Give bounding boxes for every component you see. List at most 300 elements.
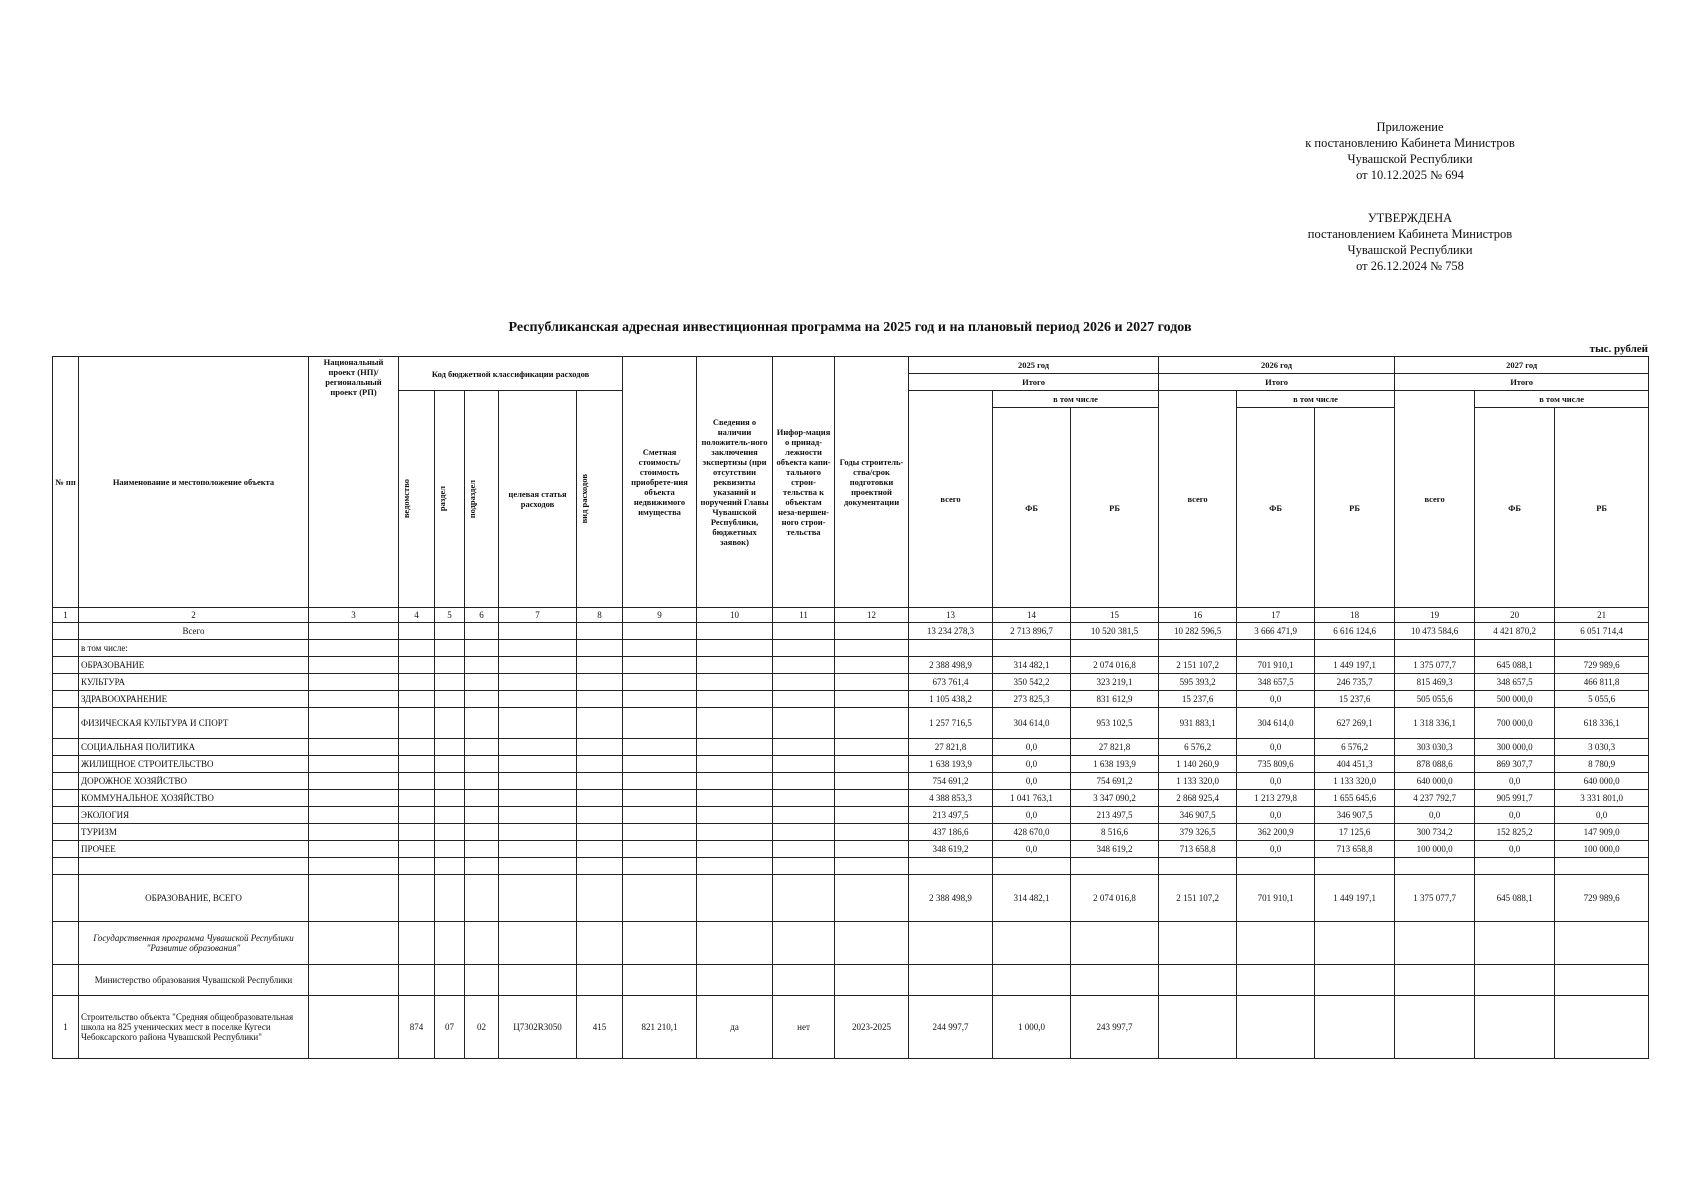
col-number: 17 [1237, 608, 1315, 623]
amount-cell: 303 030,3 [1395, 739, 1475, 756]
amount-cell: 404 451,3 [1315, 756, 1395, 773]
header-fb-2026: ФБ [1237, 408, 1315, 608]
amount-cell: 1 140 260,9 [1159, 756, 1237, 773]
amount-cell: 500 000,0 [1475, 691, 1555, 708]
empty-cell [465, 922, 499, 965]
empty-cell [435, 922, 465, 965]
amount-cell: 1 449 197,1 [1315, 657, 1395, 674]
col-number: 9 [623, 608, 697, 623]
sector-name: СОЦИАЛЬНАЯ ПОЛИТИКА [79, 739, 309, 756]
sector-name: ПРОЧЕЕ [79, 841, 309, 858]
empty-cell [499, 657, 577, 674]
empty-cell [773, 875, 835, 922]
empty-cell [53, 790, 79, 807]
empty-cell [835, 875, 909, 922]
amount-cell: 1 375 077,7 [1395, 657, 1475, 674]
empty-cell [53, 691, 79, 708]
empty-cell [53, 756, 79, 773]
empty-cell [399, 739, 435, 756]
empty-cell [697, 965, 773, 996]
amount-cell: 931 883,1 [1159, 708, 1237, 739]
empty-cell [53, 922, 79, 965]
header-project: Национальный проект (НП)/ региональный проект (РП) [309, 357, 399, 608]
header-celevaya: целевая статья расходов [499, 391, 577, 608]
amount-cell: 700 000,0 [1475, 708, 1555, 739]
empty-cell [1475, 922, 1555, 965]
sector-name: ЭКОЛОГИЯ [79, 807, 309, 824]
amount-cell: 0,0 [1237, 739, 1315, 756]
sector-row [53, 790, 1649, 807]
approved-line: постановлением Кабинета Министров [1307, 227, 1513, 241]
amount-cell: 1 133 320,0 [1315, 773, 1395, 790]
empty-cell [465, 691, 499, 708]
empty-cell [1159, 922, 1237, 965]
empty-cell [399, 790, 435, 807]
amount-cell: 4 237 792,7 [1395, 790, 1475, 807]
empty-cell [499, 623, 577, 640]
empty-cell [399, 640, 435, 657]
empty-cell [399, 965, 435, 996]
empty-cell [309, 922, 399, 965]
amount-cell: 1 449 197,1 [1315, 875, 1395, 922]
amount-cell: 2 074 016,8 [1071, 657, 1159, 674]
education-total-label: ОБРАЗОВАНИЕ, ВСЕГО [79, 875, 309, 922]
header-itogo-2027: Итого [1395, 374, 1649, 391]
amount-cell: 878 088,6 [1395, 756, 1475, 773]
amount-cell: 673 761,4 [909, 674, 993, 691]
empty-cell [623, 824, 697, 841]
col-number: 14 [993, 608, 1071, 623]
amount-cell: 0,0 [1475, 841, 1555, 858]
amount-cell: 1 133 320,0 [1159, 773, 1237, 790]
amount-cell: 244 997,7 [909, 996, 993, 1059]
amount-cell: 15 237,6 [1159, 691, 1237, 708]
empty-cell [465, 790, 499, 807]
empty-cell [835, 824, 909, 841]
sector-row [53, 674, 1649, 691]
empty-cell [773, 756, 835, 773]
empty-cell [697, 623, 773, 640]
investment-program-table [52, 356, 1649, 1059]
col-number: 4 [399, 608, 435, 623]
appendix-line: Чувашской Республики [1347, 152, 1473, 166]
empty-cell [835, 841, 909, 858]
empty-cell [835, 756, 909, 773]
amount-cell: 729 989,6 [1555, 657, 1649, 674]
empty-cell [465, 875, 499, 922]
empty-cell [499, 858, 577, 875]
empty-cell [435, 623, 465, 640]
empty-cell [773, 922, 835, 965]
empty-cell [623, 875, 697, 922]
empty-cell [773, 623, 835, 640]
amount-cell: 0,0 [1475, 807, 1555, 824]
empty-cell [835, 773, 909, 790]
empty-cell [697, 691, 773, 708]
empty-cell [577, 858, 623, 875]
amount-cell: 3 030,3 [1555, 739, 1649, 756]
empty-cell [1071, 965, 1159, 996]
empty-cell [1237, 922, 1315, 965]
header-vid [577, 391, 623, 608]
empty-cell [465, 657, 499, 674]
object-name: Строительство объекта "Средняя общеобразовательная школа на 825 ученических мест в поселке Кугеси Чебоксарского района Чувашской Республики" [79, 996, 309, 1059]
amount-cell: 735 809,6 [1237, 756, 1315, 773]
appendix-block [1290, 119, 1530, 183]
empty-cell [499, 824, 577, 841]
object-info: нет [773, 996, 835, 1059]
amount-cell: 701 910,1 [1237, 875, 1315, 922]
empty-cell [993, 858, 1071, 875]
empty-cell [53, 824, 79, 841]
amount-cell: 300 734,2 [1395, 824, 1475, 841]
empty-cell [499, 739, 577, 756]
sector-name: ЗДРАВООХРАНЕНИЕ [79, 691, 309, 708]
amount-cell: 0,0 [1237, 691, 1315, 708]
empty-cell [465, 807, 499, 824]
empty-cell [309, 965, 399, 996]
empty-cell [53, 739, 79, 756]
empty-cell [773, 657, 835, 674]
empty-cell [465, 674, 499, 691]
amount-cell: 645 088,1 [1475, 875, 1555, 922]
amount-cell: 10 473 584,6 [1395, 623, 1475, 640]
amount-cell: 2 074 016,8 [1071, 875, 1159, 922]
empty-cell [309, 875, 399, 922]
empty-cell [1071, 858, 1159, 875]
amount-cell: 314 482,1 [993, 657, 1071, 674]
empty-cell [623, 922, 697, 965]
amount-cell: 905 991,7 [1475, 790, 1555, 807]
amount-cell: 304 614,0 [1237, 708, 1315, 739]
object-vedomstvo: 874 [399, 996, 435, 1059]
header-incl-2026: в том числе [1237, 391, 1395, 408]
empty-cell [1475, 640, 1555, 657]
amount-cell: 645 088,1 [1475, 657, 1555, 674]
amount-cell: 627 269,1 [1315, 708, 1395, 739]
empty-cell [623, 790, 697, 807]
empty-cell [835, 858, 909, 875]
amount-cell: 314 482,1 [993, 875, 1071, 922]
ministry-name: Министерство образования Чувашской Республики [79, 965, 309, 996]
empty-cell [697, 790, 773, 807]
empty-cell [309, 773, 399, 790]
amount-cell: 1 638 193,9 [1071, 756, 1159, 773]
header-npp: № пп [53, 357, 79, 608]
empty-cell [1159, 965, 1237, 996]
approved-date: от 26.12.2024 № 758 [1356, 259, 1464, 273]
amount-cell: 2 713 896,7 [993, 623, 1071, 640]
amount-cell: 595 393,2 [1159, 674, 1237, 691]
empty-cell [53, 657, 79, 674]
empty-cell [309, 824, 399, 841]
empty-cell [577, 756, 623, 773]
empty-cell [435, 875, 465, 922]
empty-cell [1315, 640, 1395, 657]
empty-cell [435, 858, 465, 875]
amount-cell [1395, 996, 1475, 1059]
object-razdel: 07 [435, 996, 465, 1059]
empty-cell [435, 640, 465, 657]
header-itogo-2026: Итого [1159, 374, 1395, 391]
col-number: 12 [835, 608, 909, 623]
empty-cell [499, 841, 577, 858]
empty-cell [309, 807, 399, 824]
empty-cell [309, 739, 399, 756]
amount-cell: 1 375 077,7 [1395, 875, 1475, 922]
col-number: 10 [697, 608, 773, 623]
empty-cell [465, 708, 499, 739]
empty-cell [465, 640, 499, 657]
empty-cell [577, 657, 623, 674]
sector-row [53, 708, 1649, 739]
amount-cell: 953 102,5 [1071, 708, 1159, 739]
amount-cell: 505 055,6 [1395, 691, 1475, 708]
spacer-row [53, 858, 1649, 875]
empty-cell [773, 841, 835, 858]
header-year-2025: 2025 год [909, 357, 1159, 374]
amount-cell [1237, 996, 1315, 1059]
empty-cell [623, 841, 697, 858]
empty-cell [399, 623, 435, 640]
amount-cell: 0,0 [993, 739, 1071, 756]
empty-cell [53, 858, 79, 875]
amount-cell: 4 421 870,2 [1475, 623, 1555, 640]
empty-cell [993, 922, 1071, 965]
col-number: 8 [577, 608, 623, 623]
empty-cell [465, 965, 499, 996]
empty-cell [435, 824, 465, 841]
amount-cell: 2 151 107,2 [1159, 657, 1237, 674]
empty-cell [435, 773, 465, 790]
header-incl-2027: в том числе [1475, 391, 1649, 408]
amount-cell: 2 388 498,9 [909, 657, 993, 674]
empty-cell [399, 756, 435, 773]
header-gody: Годы строитель-ства/срок подготовки проектной документации [835, 357, 909, 608]
amount-cell [1159, 996, 1237, 1059]
empty-cell [1159, 640, 1237, 657]
empty-cell [465, 739, 499, 756]
amount-cell: 348 619,2 [909, 841, 993, 858]
empty-cell [399, 674, 435, 691]
empty-cell [697, 640, 773, 657]
empty-cell [993, 640, 1071, 657]
empty-cell [909, 640, 993, 657]
empty-cell [909, 922, 993, 965]
empty-cell [1315, 922, 1395, 965]
empty-cell [835, 691, 909, 708]
empty-cell [399, 657, 435, 674]
amount-cell: 1 655 645,6 [1315, 790, 1395, 807]
empty-cell [499, 922, 577, 965]
object-project [309, 996, 399, 1059]
empty-cell [773, 965, 835, 996]
amount-cell: 1 000,0 [993, 996, 1071, 1059]
empty-cell [1315, 965, 1395, 996]
empty-cell [773, 790, 835, 807]
amount-cell: 2 151 107,2 [1159, 875, 1237, 922]
empty-cell [697, 739, 773, 756]
appendix-line: к постановлению Кабинета Министров [1305, 136, 1515, 150]
empty-cell [773, 739, 835, 756]
amount-cell: 8 516,6 [1071, 824, 1159, 841]
empty-cell [53, 640, 79, 657]
col-number: 19 [1395, 608, 1475, 623]
empty-cell [309, 790, 399, 807]
empty-cell [435, 739, 465, 756]
empty-cell [1159, 858, 1237, 875]
amount-cell: 831 612,9 [1071, 691, 1159, 708]
header-vsego-2025: всего [909, 391, 993, 608]
empty-cell [773, 691, 835, 708]
amount-cell: 6 051 714,4 [1555, 623, 1649, 640]
empty-cell [577, 922, 623, 965]
education-total-row [53, 875, 1649, 922]
empty-cell [835, 640, 909, 657]
empty-cell [577, 841, 623, 858]
empty-cell [53, 841, 79, 858]
empty-cell [577, 739, 623, 756]
col-number: 11 [773, 608, 835, 623]
empty-cell [1071, 922, 1159, 965]
header-info: Инфор-мация о принад-лежности объекта капи-тального строи-тельства к объектам неза-вершен-ного строи-тельства [773, 357, 835, 608]
empty-cell [835, 708, 909, 739]
header-kbk: Код бюджетной классификации расходов [399, 357, 623, 391]
amount-cell: 100 000,0 [1395, 841, 1475, 858]
header-year-2026: 2026 год [1159, 357, 1395, 374]
object-vid: 415 [577, 996, 623, 1059]
program-name: Государственная программа Чувашской Республики "Развитие образования" [79, 922, 309, 965]
empty-cell [623, 756, 697, 773]
empty-cell [1237, 858, 1315, 875]
empty-cell [53, 708, 79, 739]
empty-cell [623, 965, 697, 996]
empty-cell [577, 790, 623, 807]
empty-cell [499, 674, 577, 691]
sector-row [53, 841, 1649, 858]
empty-cell [1395, 965, 1475, 996]
amount-cell: 0,0 [993, 841, 1071, 858]
amount-cell: 10 520 381,5 [1071, 623, 1159, 640]
amount-cell: 6 576,2 [1315, 739, 1395, 756]
amount-cell: 323 219,1 [1071, 674, 1159, 691]
empty-cell [623, 739, 697, 756]
empty-cell [835, 623, 909, 640]
empty-cell [1237, 965, 1315, 996]
amount-cell: 348 657,5 [1237, 674, 1315, 691]
amount-cell: 0,0 [993, 756, 1071, 773]
amount-cell: 246 735,7 [1315, 674, 1395, 691]
empty-cell [773, 708, 835, 739]
empty-cell [309, 691, 399, 708]
empty-cell [465, 841, 499, 858]
empty-cell [697, 807, 773, 824]
empty-cell [835, 739, 909, 756]
empty-cell [697, 756, 773, 773]
col-number: 18 [1315, 608, 1395, 623]
empty-cell [835, 965, 909, 996]
empty-cell [1555, 858, 1649, 875]
empty-cell [79, 858, 309, 875]
amount-cell: 0,0 [993, 807, 1071, 824]
empty-cell [773, 773, 835, 790]
empty-cell [835, 807, 909, 824]
empty-cell [399, 922, 435, 965]
empty-cell [499, 807, 577, 824]
empty-cell [309, 674, 399, 691]
sector-row [53, 773, 1649, 790]
empty-cell [399, 807, 435, 824]
sector-row [53, 824, 1649, 841]
empty-cell [1071, 640, 1159, 657]
header-vsego-2027: всего [1395, 391, 1475, 608]
col-number: 15 [1071, 608, 1159, 623]
col-number: 13 [909, 608, 993, 623]
amount-cell: 27 821,8 [1071, 739, 1159, 756]
sector-row [53, 739, 1649, 756]
empty-cell [435, 841, 465, 858]
empty-cell [577, 708, 623, 739]
header-vedomstvo-text: ведомство [401, 479, 411, 519]
table-body [53, 608, 1649, 1059]
empty-cell [435, 674, 465, 691]
sector-row [53, 691, 1649, 708]
amount-cell: 6 616 124,6 [1315, 623, 1395, 640]
col-number: 16 [1159, 608, 1237, 623]
empty-cell [697, 875, 773, 922]
amount-cell: 17 125,6 [1315, 824, 1395, 841]
empty-cell [435, 691, 465, 708]
amount-cell: 3 331 801,0 [1555, 790, 1649, 807]
empty-cell [53, 674, 79, 691]
amount-cell: 147 909,0 [1555, 824, 1649, 841]
empty-cell [697, 773, 773, 790]
empty-cell [399, 708, 435, 739]
empty-cell [697, 858, 773, 875]
empty-cell [399, 858, 435, 875]
header-vedomstvo [399, 391, 435, 608]
amount-cell: 0,0 [993, 773, 1071, 790]
empty-cell [465, 623, 499, 640]
amount-cell: 1 318 336,1 [1395, 708, 1475, 739]
amount-cell: 701 910,1 [1237, 657, 1315, 674]
empty-cell [623, 708, 697, 739]
empty-cell [835, 674, 909, 691]
empty-cell [623, 623, 697, 640]
header-rb-2025: РБ [1071, 408, 1159, 608]
empty-cell [465, 858, 499, 875]
empty-cell [1475, 858, 1555, 875]
empty-cell [309, 708, 399, 739]
empty-cell [623, 773, 697, 790]
empty-cell [435, 708, 465, 739]
amount-cell: 348 657,5 [1475, 674, 1555, 691]
empty-cell [1395, 922, 1475, 965]
empty-cell [499, 640, 577, 657]
empty-cell [309, 640, 399, 657]
empty-cell [773, 674, 835, 691]
empty-cell [773, 824, 835, 841]
sector-name: ФИЗИЧЕСКАЯ КУЛЬТУРА И СПОРТ [79, 708, 309, 739]
header-incl-2025: в том числе [993, 391, 1159, 408]
empty-cell [835, 790, 909, 807]
empty-cell [435, 790, 465, 807]
empty-cell [697, 922, 773, 965]
amount-cell: 0,0 [1237, 773, 1315, 790]
empty-cell [499, 756, 577, 773]
object-npp: 1 [53, 996, 79, 1059]
empty-cell [623, 858, 697, 875]
